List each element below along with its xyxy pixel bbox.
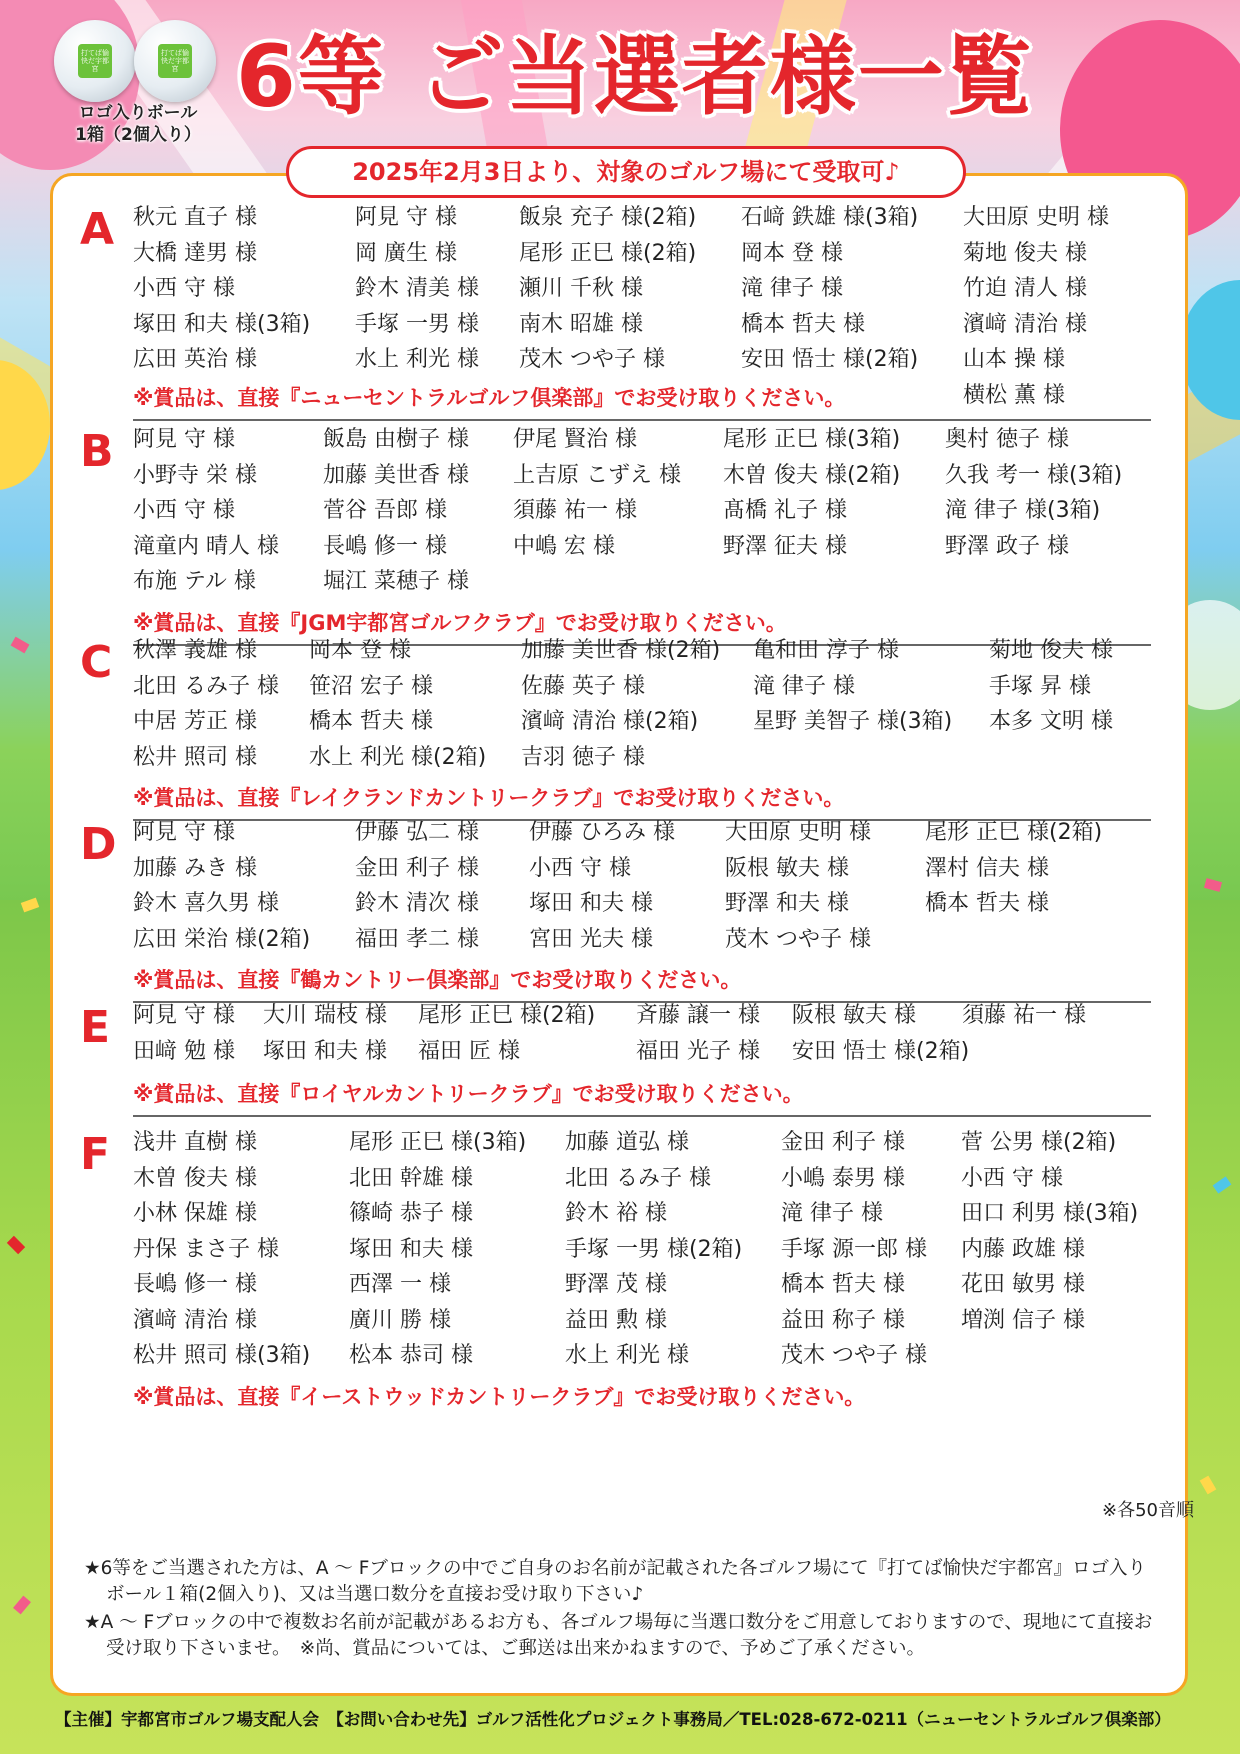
block-letter: F [80, 1129, 111, 1180]
winner-name: 山本 操 様 [963, 347, 1065, 372]
winner-name: 小西 守 様 [961, 1165, 1063, 1191]
winner-name: 小嶋 泰男 様 [781, 1165, 905, 1191]
prize-label-line: ロゴ入りボール [78, 103, 198, 123]
winner-name: 金田 利子 様 [355, 855, 479, 881]
winner-name: 竹迫 清人 様 [963, 276, 1087, 301]
winner-name: 橋本 哲夫 様 [781, 1272, 905, 1297]
name-column [723, 422, 945, 600]
winner-name: 益田 勲 様 [565, 1307, 667, 1333]
golf-ball-image [134, 20, 216, 102]
winner-name: 滝 律子 様 [741, 276, 843, 301]
ball-logo: 打てば愉快だ宇都宮 [78, 44, 112, 78]
winner-name: 阿見 守 様 [133, 1003, 235, 1028]
name-column [133, 998, 263, 1069]
winner-name: 澤村 信夫 様 [925, 855, 1049, 881]
footnotes [84, 1556, 1164, 1664]
organizer-credits: 【主催】宇都宮市ゴルフ場支配人会 【お問い合わせ先】ゴルフ活性化プロジェクト事務局／TEL:028-672-0211（ニューセントラルゴルフ倶楽部） [55, 1710, 1171, 1729]
winner-name: 菊地 俊夫 様 [963, 240, 1087, 266]
winner-block-e [80, 998, 1151, 1117]
winner-block-b [80, 422, 1151, 646]
winner-name: 松井 照司 様(3箱) [133, 1343, 311, 1368]
name-columns [133, 633, 1151, 775]
winner-name: 菊地 俊夫 様 [989, 638, 1113, 663]
winner-name: 滝 律子 様(3箱) [945, 498, 1101, 523]
winner-name: 篠崎 恭子 様 [349, 1201, 473, 1226]
prize-label [58, 102, 218, 146]
pickup-venue-note: ※賞品は、直接『JGM宇都宮ゴルフクラブ』でお受け取りください。 [133, 610, 787, 635]
name-column [349, 1125, 565, 1374]
winner-name: 髙橋 礼子 様 [723, 498, 847, 523]
block-letter: D [80, 819, 117, 870]
winner-name: 水上 利光 様 [565, 1343, 689, 1368]
winner-name: 菅 公男 様(2箱) [961, 1130, 1117, 1155]
winner-name: 内藤 政雄 様 [961, 1236, 1085, 1262]
winner-name: 大田原 史明 様 [963, 205, 1109, 230]
winner-name: 濱﨑 清治 様 [133, 1307, 257, 1333]
winner-name: 塚田 和夫 様 [263, 1038, 387, 1064]
winner-name: 長嶋 修一 様 [323, 533, 447, 559]
winner-name: 伊藤 弘二 様 [355, 820, 479, 845]
winner-name: 木曽 俊夫 様 [133, 1165, 257, 1191]
winner-name: 横松 薫 様 [963, 382, 1065, 408]
name-column [529, 815, 725, 957]
name-column [963, 200, 1163, 413]
winner-name: 福田 孝二 様 [355, 926, 479, 952]
winner-name: 加藤 みき 様 [133, 855, 257, 881]
winner-name: 阿見 守 様 [133, 820, 235, 845]
name-column [519, 200, 741, 413]
winner-name: 瀬川 千秋 様 [519, 276, 643, 301]
footnote: ★A ～ Fブロックの中で複数お名前が記載があるお方も、各ゴルフ場毎に当選口数分をご用意しておりますので、現地にて直接お受け取り下さいませ。 ※尚、賞品については、ご郵送は出来かねますので、予めご了承ください。 [84, 1612, 1153, 1659]
winner-name: 橋本 哲夫 様 [741, 311, 865, 337]
winner-name: 濱﨑 清治 様 [963, 311, 1087, 337]
winner-block-a [80, 200, 1163, 421]
winner-name: 滝 律子 様 [753, 673, 855, 699]
winner-name: 塚田 和夫 様(3箱) [133, 311, 311, 337]
winner-name: 滝童内 晴人 様 [133, 533, 279, 559]
winner-block-f [80, 1125, 1161, 1412]
winner-name: 尾形 正巳 様(3箱) [723, 427, 901, 452]
name-column [989, 633, 1149, 775]
winner-name: 野澤 茂 様 [565, 1272, 667, 1297]
name-column [753, 633, 989, 775]
name-column [521, 633, 753, 775]
winner-name: 菅谷 吾郎 様 [323, 498, 447, 523]
winner-name: 滝 律子 様 [781, 1201, 883, 1226]
pickup-venue-note: ※賞品は、直接『レイクランドカントリークラブ』でお受け取りください。 [133, 786, 845, 810]
pickup-venue-note: ※賞品は、直接『イーストウッドカントリークラブ』でお受け取りください。 [133, 1384, 866, 1409]
winner-name: 野澤 政子 様 [945, 533, 1069, 559]
logo-balls [50, 20, 220, 155]
winner-name: 布施 テル 様 [133, 569, 256, 594]
winner-name: 塚田 和夫 様 [349, 1236, 473, 1262]
name-columns [133, 815, 1151, 957]
winner-name: 木曽 俊夫 様(2箱) [723, 462, 901, 488]
winner-name: 阿見 守 様 [355, 205, 457, 230]
name-column [961, 1125, 1161, 1374]
winner-name: 上吉原 こずえ 様 [513, 462, 681, 488]
block-letter: C [80, 637, 113, 688]
winner-name: 花田 敏男 様 [961, 1272, 1085, 1297]
winner-name: 福田 光子 様 [636, 1038, 760, 1064]
winner-name: 小西 守 様 [133, 498, 235, 523]
winner-name: 丹保 まさ子 様 [133, 1236, 279, 1262]
winner-block-d [80, 815, 1151, 1003]
winner-name: 久我 考一 様(3箱) [945, 462, 1123, 488]
winner-name: 増渕 信子 様 [961, 1307, 1085, 1333]
name-column [133, 1125, 349, 1374]
name-column [792, 998, 970, 1069]
sort-order-note: ※各50音順 [1102, 1500, 1194, 1521]
winner-name: 野澤 和夫 様 [725, 891, 849, 916]
winner-name: 廣川 勝 様 [349, 1307, 451, 1333]
winner-name: 秋澤 義雄 様 [133, 638, 257, 663]
name-column [133, 633, 309, 775]
winner-name: 田口 利男 様(3箱) [961, 1201, 1139, 1226]
winner-name: 堀江 菜穂子 様 [323, 569, 469, 594]
name-column [309, 633, 521, 775]
winner-name: 南木 昭雄 様 [519, 311, 643, 337]
winner-name: 福田 匠 様 [418, 1038, 520, 1064]
winner-name: 加藤 美世香 様(2箱) [521, 638, 721, 663]
name-column [925, 815, 1125, 957]
winner-name: 塚田 和夫 様 [529, 891, 653, 916]
name-column [133, 200, 355, 413]
winner-name: 安田 悟士 様(2箱) [792, 1038, 970, 1064]
name-columns [133, 1125, 1161, 1374]
winner-name: 加藤 道弘 様 [565, 1130, 689, 1155]
winner-name: 広田 英治 様 [133, 347, 257, 372]
winner-name: 飯泉 充子 様(2箱) [519, 205, 697, 230]
name-column [962, 998, 1112, 1069]
name-columns [133, 422, 1151, 600]
winner-name: 阪根 敏夫 様 [792, 1003, 916, 1028]
winner-name: 濱﨑 清治 様(2箱) [521, 709, 699, 734]
winner-name: 尾形 正巳 様(3箱) [349, 1130, 527, 1155]
name-column [323, 422, 513, 600]
block-letter: B [80, 426, 114, 477]
winner-name: 笹沼 宏子 様 [309, 673, 433, 699]
winner-name: 岡 廣生 様 [355, 240, 457, 266]
winner-name: 宮田 光夫 様 [529, 926, 653, 952]
winner-name: 北田 幹雄 様 [349, 1165, 473, 1191]
winner-name: 北田 るみ子 様 [565, 1165, 711, 1191]
winner-name: 小西 守 様 [529, 855, 631, 881]
winner-name: 鈴木 喜久男 様 [133, 891, 279, 916]
block-letter: E [80, 1002, 111, 1053]
winner-name: 茂木 つや子 様 [725, 926, 871, 952]
winner-name: 中嶋 宏 様 [513, 533, 615, 559]
footnote: ★6等をご当選された方は、A ～ Fブロックの中でご自身のお名前が記載された各ゴルフ場にて『打てば愉快だ宇都宮』ロゴ入りボール１箱(2個入り)、又は当選口数分を直接お受け取り下さい♪ [84, 1558, 1147, 1605]
block-divider [133, 1115, 1151, 1117]
winner-name: 野澤 征夫 様 [723, 533, 847, 559]
winner-name: 尾形 正巳 様(2箱) [418, 1003, 596, 1028]
winner-name: 本多 文明 様 [989, 709, 1113, 734]
winner-name: 北田 るみ子 様 [133, 673, 279, 699]
winner-name: 阪根 敏夫 様 [725, 855, 849, 881]
winner-name: 星野 美智子 様(3箱) [753, 709, 953, 734]
name-column [355, 200, 519, 413]
winner-name: 石﨑 鉄雄 様(3箱) [741, 205, 919, 230]
winner-name: 秋元 直子 様 [133, 205, 257, 230]
winner-name: 中居 芳正 様 [133, 709, 257, 734]
winner-name: 手塚 一男 様 [355, 311, 479, 337]
winner-name: 岡本 登 様 [741, 240, 843, 266]
winner-name: 金田 利子 様 [781, 1130, 905, 1155]
block-letter: A [80, 204, 115, 255]
winner-name: 岡本 登 様 [309, 638, 411, 663]
winner-name: 茂木 つや子 様 [781, 1343, 927, 1368]
winner-name: 益田 称子 様 [781, 1307, 905, 1333]
winner-name: 西澤 一 様 [349, 1272, 451, 1297]
winner-name: 大田原 史明 様 [725, 820, 871, 845]
winner-name: 伊藤 ひろみ 様 [529, 820, 675, 845]
prize-label-line: 1箱（2個入り） [75, 125, 201, 145]
winner-name: 橋本 哲夫 様 [309, 709, 433, 734]
name-column [133, 422, 323, 600]
winner-name: 斉藤 譲一 様 [636, 1003, 760, 1028]
winner-name: 小西 守 様 [133, 276, 235, 301]
winner-name: 加藤 美世香 様 [323, 462, 469, 488]
winner-name: 伊尾 賢治 様 [513, 427, 637, 452]
winner-name: 奥村 徳子 様 [945, 427, 1069, 452]
winner-name: 須藤 祐一 様 [513, 498, 637, 523]
winner-name: 飯島 由樹子 様 [323, 427, 469, 452]
page-title: 6等 ご当選者様一覧 [236, 27, 1034, 127]
golf-ball-image [54, 20, 136, 102]
winner-name: 広田 栄治 様(2箱) [133, 926, 311, 952]
pickup-venue-note: ※賞品は、直接『鶴カントリー倶楽部』でお受け取りください。 [133, 968, 742, 992]
winner-name: 阿見 守 様 [133, 427, 235, 452]
winner-block-c [80, 633, 1151, 821]
name-column [725, 815, 925, 957]
winner-name: 長嶋 修一 様 [133, 1272, 257, 1297]
winner-name: 小林 保雄 様 [133, 1201, 257, 1226]
winner-name: 尾形 正巳 様(2箱) [925, 820, 1103, 845]
name-column [565, 1125, 781, 1374]
winner-name: 浅井 直樹 様 [133, 1130, 257, 1155]
winner-name: 水上 利光 様(2箱) [309, 744, 487, 770]
winner-name: 佐藤 英子 様 [521, 673, 645, 699]
winner-name: 大橋 達男 様 [133, 240, 257, 266]
name-column [418, 998, 636, 1069]
name-column [133, 815, 355, 957]
winner-name: 手塚 昇 様 [989, 673, 1091, 699]
pickup-banner: 2025年2月3日より、対象のゴルフ場にて受取可♪ [286, 146, 966, 198]
name-columns [133, 200, 1163, 413]
name-columns [133, 998, 1151, 1069]
winner-name: 茂木 つや子 様 [519, 347, 665, 372]
winner-name: 田﨑 勉 様 [133, 1038, 235, 1064]
name-column [945, 422, 1145, 600]
winner-name: 松本 恭司 様 [349, 1343, 473, 1368]
name-column [355, 815, 529, 957]
ball-logo: 打てば愉快だ宇都宮 [158, 44, 192, 78]
winner-name: 尾形 正巳 様(2箱) [519, 240, 697, 266]
winner-name: 手塚 一男 様(2箱) [565, 1236, 743, 1262]
winner-name: 須藤 祐一 様 [962, 1003, 1086, 1028]
winner-name: 水上 利光 様 [355, 347, 479, 372]
winner-name: 松井 照司 様 [133, 744, 257, 770]
winner-name: 鈴木 清次 様 [355, 891, 479, 916]
winner-name: 亀和田 淳子 様 [753, 638, 899, 663]
winner-name: 鈴木 裕 様 [565, 1201, 667, 1226]
winner-name: 大川 瑞枝 様 [263, 1003, 387, 1028]
name-column [636, 998, 792, 1069]
winner-name: 小野寺 栄 様 [133, 462, 257, 488]
name-column [263, 998, 418, 1069]
winner-name: 橋本 哲夫 様 [925, 891, 1049, 916]
name-column [741, 200, 963, 413]
name-column [513, 422, 723, 600]
winner-name: 手塚 源一郎 様 [781, 1236, 927, 1262]
name-column [781, 1125, 961, 1374]
pickup-venue-note: ※賞品は、直接『ニューセントラルゴルフ倶楽部』でお受け取りください。 [133, 386, 846, 410]
pickup-venue-note: ※賞品は、直接『ロイヤルカントリークラブ』でお受け取りください。 [133, 1082, 804, 1106]
winner-name: 安田 悟士 様(2箱) [741, 347, 919, 372]
winner-name: 鈴木 清美 様 [355, 276, 479, 301]
block-divider [133, 419, 1151, 421]
winner-name: 吉羽 徳子 様 [521, 744, 645, 770]
